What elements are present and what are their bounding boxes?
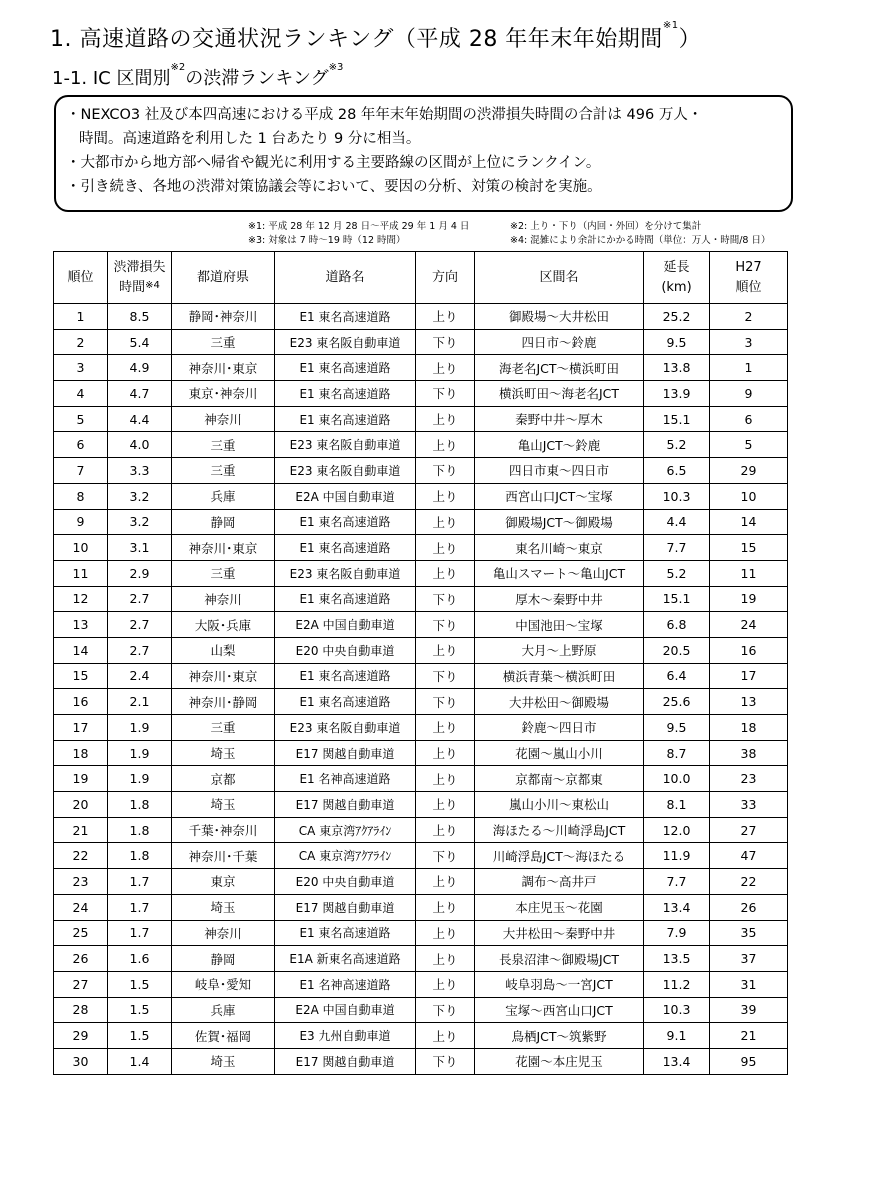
cell-route: E20 中央自動車道	[275, 637, 416, 663]
cell-section: 大井松田～御殿場	[475, 689, 644, 715]
cell-direction: 上り	[416, 869, 475, 895]
cell-direction: 上り	[416, 766, 475, 792]
cell-length: 11.9	[644, 843, 710, 869]
cell-direction: 上り	[416, 483, 475, 509]
table-row	[54, 663, 788, 689]
cell-rank: 27	[54, 971, 108, 997]
cell-length: 9.5	[644, 715, 710, 741]
footnote-mark-3: ※3	[328, 62, 344, 73]
cell-length: 13.8	[644, 355, 710, 381]
cell-length: 9.1	[644, 1023, 710, 1049]
cell-loss: 2.1	[108, 689, 172, 715]
cell-length: 13.9	[644, 381, 710, 407]
cell-section: 東名川崎～東京	[475, 535, 644, 561]
cell-h27-rank: 17	[710, 663, 788, 689]
cell-direction: 上り	[416, 715, 475, 741]
cell-prefecture: 静岡	[172, 946, 275, 972]
cell-rank: 21	[54, 817, 108, 843]
cell-loss: 1.8	[108, 817, 172, 843]
cell-section: 横浜青葉～横浜町田	[475, 663, 644, 689]
cell-h27-rank: 13	[710, 689, 788, 715]
cell-loss: 1.8	[108, 792, 172, 818]
cell-section: 鳥栖JCT～筑紫野	[475, 1023, 644, 1049]
table-row	[54, 329, 788, 355]
cell-rank: 28	[54, 997, 108, 1023]
header-loss: 渋滞損失 時間$^{※4}$	[108, 252, 172, 304]
table-row	[54, 920, 788, 946]
table-row	[54, 792, 788, 818]
cell-prefecture: 三重	[172, 329, 275, 355]
cell-loss: 4.0	[108, 432, 172, 458]
cell-route: E1 東名高速道路	[275, 406, 416, 432]
cell-route: E17 関越自動車道	[275, 740, 416, 766]
cell-section: 長泉沼津～御殿場JCT	[475, 946, 644, 972]
cell-loss: 1.7	[108, 894, 172, 920]
cell-prefecture: 神奈川･東京	[172, 535, 275, 561]
cell-h27-rank: 6	[710, 406, 788, 432]
table-row	[54, 817, 788, 843]
cell-prefecture: 三重	[172, 560, 275, 586]
cell-direction: 上り	[416, 920, 475, 946]
cell-section: 鈴鹿～四日市	[475, 715, 644, 741]
cell-direction: 下り	[416, 458, 475, 484]
cell-rank: 30	[54, 1048, 108, 1074]
cell-direction: 上り	[416, 406, 475, 432]
cell-h27-rank: 33	[710, 792, 788, 818]
summary-box	[54, 95, 793, 212]
cell-prefecture: 静岡	[172, 509, 275, 535]
cell-h27-rank: 1	[710, 355, 788, 381]
cell-loss: 1.5	[108, 1023, 172, 1049]
cell-prefecture: 埼玉	[172, 792, 275, 818]
cell-section: 亀山スマート～亀山JCT	[475, 560, 644, 586]
cell-rank: 13	[54, 612, 108, 638]
cell-loss: 1.9	[108, 715, 172, 741]
cell-direction: 下り	[416, 1048, 475, 1074]
cell-route: E2A 中国自動車道	[275, 483, 416, 509]
cell-length: 13.5	[644, 946, 710, 972]
table-row	[54, 1023, 788, 1049]
cell-section: 京都南～京都東	[475, 766, 644, 792]
cell-route: E23 東名阪自動車道	[275, 329, 416, 355]
cell-length: 10.0	[644, 766, 710, 792]
cell-prefecture: 兵庫	[172, 483, 275, 509]
cell-rank: 9	[54, 509, 108, 535]
cell-rank: 10	[54, 535, 108, 561]
cell-prefecture: 神奈川･千葉	[172, 843, 275, 869]
cell-rank: 16	[54, 689, 108, 715]
cell-route: E2A 中国自動車道	[275, 612, 416, 638]
cell-rank: 29	[54, 1023, 108, 1049]
cell-prefecture: 京都	[172, 766, 275, 792]
cell-length: 6.5	[644, 458, 710, 484]
table-row	[54, 894, 788, 920]
cell-prefecture: 神奈川･静岡	[172, 689, 275, 715]
cell-loss: 1.9	[108, 766, 172, 792]
cell-loss: 4.7	[108, 381, 172, 407]
cell-direction: 上り	[416, 355, 475, 381]
cell-rank: 19	[54, 766, 108, 792]
cell-h27-rank: 15	[710, 535, 788, 561]
cell-direction: 上り	[416, 817, 475, 843]
cell-direction: 下り	[416, 689, 475, 715]
table-row	[54, 381, 788, 407]
cell-section: 四日市～鈴鹿	[475, 329, 644, 355]
cell-h27-rank: 21	[710, 1023, 788, 1049]
cell-prefecture: 岐阜･愛知	[172, 971, 275, 997]
cell-route: E23 東名阪自動車道	[275, 715, 416, 741]
cell-direction: 下り	[416, 381, 475, 407]
cell-direction: 下り	[416, 997, 475, 1023]
cell-route: E1 東名高速道路	[275, 381, 416, 407]
cell-route: E17 関越自動車道	[275, 1048, 416, 1074]
cell-rank: 8	[54, 483, 108, 509]
cell-rank: 24	[54, 894, 108, 920]
cell-rank: 3	[54, 355, 108, 381]
cell-rank: 22	[54, 843, 108, 869]
cell-prefecture: 神奈川･東京	[172, 663, 275, 689]
cell-direction: 下り	[416, 612, 475, 638]
cell-route: E1 名神高速道路	[275, 971, 416, 997]
cell-rank: 20	[54, 792, 108, 818]
header-prefecture: 都道府県	[172, 252, 275, 304]
cell-h27-rank: 37	[710, 946, 788, 972]
table-row	[54, 689, 788, 715]
cell-section: 海老名JCT～横浜町田	[475, 355, 644, 381]
cell-section: 嵐山小川～東松山	[475, 792, 644, 818]
cell-prefecture: 兵庫	[172, 997, 275, 1023]
cell-h27-rank: 39	[710, 997, 788, 1023]
cell-h27-rank: 18	[710, 715, 788, 741]
cell-direction: 上り	[416, 637, 475, 663]
cell-section: 宝塚～西宮山口JCT	[475, 997, 644, 1023]
table-row	[54, 612, 788, 638]
cell-length: 8.1	[644, 792, 710, 818]
cell-length: 25.6	[644, 689, 710, 715]
cell-loss: 2.7	[108, 586, 172, 612]
cell-prefecture: 神奈川	[172, 586, 275, 612]
cell-h27-rank: 95	[710, 1048, 788, 1074]
cell-direction: 上り	[416, 560, 475, 586]
cell-length: 6.8	[644, 612, 710, 638]
cell-route: E1 東名高速道路	[275, 689, 416, 715]
footnote-1: ※1: 平成 28 年 12 月 28 日～平成 29 年 1 月 4 日	[248, 221, 470, 232]
cell-length: 4.4	[644, 509, 710, 535]
cell-length: 10.3	[644, 483, 710, 509]
cell-direction: 上り	[416, 946, 475, 972]
cell-loss: 1.5	[108, 997, 172, 1023]
cell-section: 大月～上野原	[475, 637, 644, 663]
cell-section: 横浜町田～海老名JCT	[475, 381, 644, 407]
cell-loss: 1.4	[108, 1048, 172, 1074]
cell-route: E1 名神高速道路	[275, 766, 416, 792]
cell-route: E1 東名高速道路	[275, 663, 416, 689]
cell-rank: 25	[54, 920, 108, 946]
cell-route: E23 東名阪自動車道	[275, 458, 416, 484]
cell-rank: 12	[54, 586, 108, 612]
table-row	[54, 715, 788, 741]
table-row	[54, 432, 788, 458]
cell-section: 西宮山口JCT～宝塚	[475, 483, 644, 509]
cell-section: 川崎浮島JCT～海ほたる	[475, 843, 644, 869]
cell-rank: 2	[54, 329, 108, 355]
footnote-mark-4: ※4	[145, 279, 160, 291]
footnotes-right	[510, 220, 771, 248]
cell-section: 本庄児玉～花園	[475, 894, 644, 920]
cell-direction: 下り	[416, 586, 475, 612]
cell-loss: 5.4	[108, 329, 172, 355]
cell-h27-rank: 38	[710, 740, 788, 766]
cell-section: 中国池田～宝塚	[475, 612, 644, 638]
cell-loss: 3.2	[108, 483, 172, 509]
cell-section: 大井松田～秦野中井	[475, 920, 644, 946]
cell-loss: 3.2	[108, 509, 172, 535]
cell-h27-rank: 16	[710, 637, 788, 663]
table-row	[54, 869, 788, 895]
title-footnote-mark: ※1	[662, 20, 679, 31]
cell-loss: 1.9	[108, 740, 172, 766]
cell-length: 12.0	[644, 817, 710, 843]
table-row	[54, 843, 788, 869]
cell-route: CA 東京湾ｱｸｱﾗｲﾝ	[275, 843, 416, 869]
cell-length: 13.4	[644, 1048, 710, 1074]
table-row	[54, 458, 788, 484]
table-row	[54, 1048, 788, 1074]
summary-bullet: ・大都市から地方部へ帰省や観光に利用する主要路線の区間が上位にランクイン。	[66, 155, 601, 171]
cell-loss: 3.3	[108, 458, 172, 484]
cell-length: 6.4	[644, 663, 710, 689]
footnotes-left	[248, 220, 469, 248]
cell-length: 13.4	[644, 894, 710, 920]
cell-route: E1 東名高速道路	[275, 535, 416, 561]
cell-route: E1 東名高速道路	[275, 586, 416, 612]
cell-length: 10.3	[644, 997, 710, 1023]
table-row	[54, 483, 788, 509]
cell-length: 20.5	[644, 637, 710, 663]
cell-direction: 上り	[416, 971, 475, 997]
cell-prefecture: 三重	[172, 432, 275, 458]
cell-prefecture: 佐賀･福岡	[172, 1023, 275, 1049]
cell-h27-rank: 24	[710, 612, 788, 638]
table-row	[54, 355, 788, 381]
cell-h27-rank: 26	[710, 894, 788, 920]
cell-rank: 4	[54, 381, 108, 407]
table-row	[54, 740, 788, 766]
cell-prefecture: 埼玉	[172, 1048, 275, 1074]
cell-loss: 1.6	[108, 946, 172, 972]
cell-prefecture: 埼玉	[172, 740, 275, 766]
cell-prefecture: 東京	[172, 869, 275, 895]
cell-rank: 1	[54, 304, 108, 330]
cell-h27-rank: 23	[710, 766, 788, 792]
cell-direction: 上り	[416, 740, 475, 766]
page-title: 1. 高速道路の交通状況ランキング（平成 28 年年末年始期間$^{※1}$）	[50, 20, 702, 52]
cell-direction: 下り	[416, 663, 475, 689]
table-row	[54, 971, 788, 997]
table-row	[54, 304, 788, 330]
cell-direction: 上り	[416, 535, 475, 561]
table-row	[54, 509, 788, 535]
cell-direction: 上り	[416, 432, 475, 458]
ranking-table	[53, 251, 788, 1075]
cell-h27-rank: 5	[710, 432, 788, 458]
summary-bullet-continuation: 時間。高速道路を利用した 1 台あたり 9 分に相当。	[79, 131, 421, 147]
cell-h27-rank: 14	[710, 509, 788, 535]
cell-h27-rank: 29	[710, 458, 788, 484]
header-section: 区間名	[475, 252, 644, 304]
cell-direction: 上り	[416, 509, 475, 535]
cell-direction: 下り	[416, 843, 475, 869]
cell-prefecture: 神奈川	[172, 920, 275, 946]
cell-length: 5.2	[644, 560, 710, 586]
cell-h27-rank: 9	[710, 381, 788, 407]
cell-loss: 4.9	[108, 355, 172, 381]
cell-length: 5.2	[644, 432, 710, 458]
cell-route: E17 関越自動車道	[275, 792, 416, 818]
cell-section: 岐阜羽島～一宮JCT	[475, 971, 644, 997]
cell-prefecture: 山梨	[172, 637, 275, 663]
footnote-2: ※2: 上り・下り（内回・外回）を分けて集計	[510, 221, 702, 232]
cell-loss: 2.7	[108, 612, 172, 638]
cell-route: E1 東名高速道路	[275, 920, 416, 946]
table-body	[54, 304, 788, 1075]
cell-prefecture: 千葉･神奈川	[172, 817, 275, 843]
cell-loss: 1.7	[108, 869, 172, 895]
cell-route: E23 東名阪自動車道	[275, 432, 416, 458]
cell-h27-rank: 11	[710, 560, 788, 586]
cell-route: E20 中央自動車道	[275, 869, 416, 895]
table-row	[54, 560, 788, 586]
cell-rank: 7	[54, 458, 108, 484]
cell-h27-rank: 3	[710, 329, 788, 355]
cell-rank: 23	[54, 869, 108, 895]
cell-h27-rank: 19	[710, 586, 788, 612]
header-rank: 順位	[54, 252, 108, 304]
cell-rank: 26	[54, 946, 108, 972]
cell-section: 四日市東～四日市	[475, 458, 644, 484]
cell-section: 御殿場～大井松田	[475, 304, 644, 330]
cell-direction: 上り	[416, 304, 475, 330]
cell-direction: 上り	[416, 894, 475, 920]
cell-h27-rank: 10	[710, 483, 788, 509]
cell-prefecture: 三重	[172, 458, 275, 484]
cell-prefecture: 大阪･兵庫	[172, 612, 275, 638]
cell-loss: 2.7	[108, 637, 172, 663]
cell-length: 11.2	[644, 971, 710, 997]
cell-prefecture: 埼玉	[172, 894, 275, 920]
cell-rank: 6	[54, 432, 108, 458]
cell-length: 8.7	[644, 740, 710, 766]
cell-prefecture: 三重	[172, 715, 275, 741]
cell-h27-rank: 27	[710, 817, 788, 843]
cell-h27-rank: 35	[710, 920, 788, 946]
header-direction: 方向	[416, 252, 475, 304]
cell-length: 15.1	[644, 586, 710, 612]
table-row	[54, 535, 788, 561]
cell-rank: 5	[54, 406, 108, 432]
cell-route: E1 東名高速道路	[275, 304, 416, 330]
cell-section: 花園～本庄児玉	[475, 1048, 644, 1074]
cell-route: E1A 新東名高速道路	[275, 946, 416, 972]
section-title: 1-1. IC 区間別$^{※2}$の渋滞ランキング$^{※3}$	[52, 62, 344, 89]
cell-prefecture: 神奈川･東京	[172, 355, 275, 381]
table-row	[54, 586, 788, 612]
cell-route: E17 関越自動車道	[275, 894, 416, 920]
cell-length: 9.5	[644, 329, 710, 355]
cell-section: 秦野中井～厚木	[475, 406, 644, 432]
cell-section: 調布～高井戸	[475, 869, 644, 895]
cell-section: 花園～嵐山小川	[475, 740, 644, 766]
cell-length: 7.7	[644, 869, 710, 895]
cell-section: 厚木～秦野中井	[475, 586, 644, 612]
cell-rank: 17	[54, 715, 108, 741]
cell-route: E23 東名阪自動車道	[275, 560, 416, 586]
cell-direction: 下り	[416, 329, 475, 355]
cell-loss: 1.7	[108, 920, 172, 946]
cell-prefecture: 静岡･神奈川	[172, 304, 275, 330]
cell-loss: 1.5	[108, 971, 172, 997]
table-row	[54, 637, 788, 663]
cell-length: 15.1	[644, 406, 710, 432]
cell-length: 7.9	[644, 920, 710, 946]
cell-section: 御殿場JCT～御殿場	[475, 509, 644, 535]
header-length: 延長 (km)	[644, 252, 710, 304]
cell-prefecture: 東京･神奈川	[172, 381, 275, 407]
cell-route: CA 東京湾ｱｸｱﾗｲﾝ	[275, 817, 416, 843]
footnote-3: ※3: 対象は 7 時～19 時（12 時間）	[248, 235, 406, 246]
cell-rank: 11	[54, 560, 108, 586]
cell-h27-rank: 31	[710, 971, 788, 997]
footnote-mark-2: ※2	[170, 62, 186, 73]
table-row	[54, 997, 788, 1023]
cell-loss: 2.9	[108, 560, 172, 586]
cell-direction: 上り	[416, 792, 475, 818]
cell-section: 海ほたる～川崎浮島JCT	[475, 817, 644, 843]
cell-length: 7.7	[644, 535, 710, 561]
cell-length: 25.2	[644, 304, 710, 330]
cell-section: 亀山JCT～鈴鹿	[475, 432, 644, 458]
cell-loss: 3.1	[108, 535, 172, 561]
cell-loss: 4.4	[108, 406, 172, 432]
cell-route: E3 九州自動車道	[275, 1023, 416, 1049]
summary-bullet: ・NEXCO3 社及び本四高速における平成 28 年年末年始期間の渋滞損失時間の合計は 496 万人・	[66, 107, 703, 123]
table-row	[54, 946, 788, 972]
cell-prefecture: 神奈川	[172, 406, 275, 432]
cell-rank: 15	[54, 663, 108, 689]
footnote-4: ※4: 混雑により余計にかかる時間（単位：万人・時間/8 日）	[510, 235, 771, 246]
cell-rank: 14	[54, 637, 108, 663]
cell-h27-rank: 47	[710, 843, 788, 869]
cell-h27-rank: 2	[710, 304, 788, 330]
cell-route: E2A 中国自動車道	[275, 997, 416, 1023]
summary-bullet: ・引き続き、各地の渋滞対策協議会等において、要因の分析、対策の検討を実施。	[66, 179, 602, 195]
header-route: 道路名	[275, 252, 416, 304]
cell-rank: 18	[54, 740, 108, 766]
table-row	[54, 406, 788, 432]
cell-route: E1 東名高速道路	[275, 355, 416, 381]
cell-loss: 8.5	[108, 304, 172, 330]
table-row	[54, 766, 788, 792]
table-header-row	[54, 252, 788, 304]
cell-loss: 1.8	[108, 843, 172, 869]
cell-loss: 2.4	[108, 663, 172, 689]
cell-direction: 上り	[416, 1023, 475, 1049]
header-h27-rank: H27 順位	[710, 252, 788, 304]
cell-h27-rank: 22	[710, 869, 788, 895]
cell-route: E1 東名高速道路	[275, 509, 416, 535]
